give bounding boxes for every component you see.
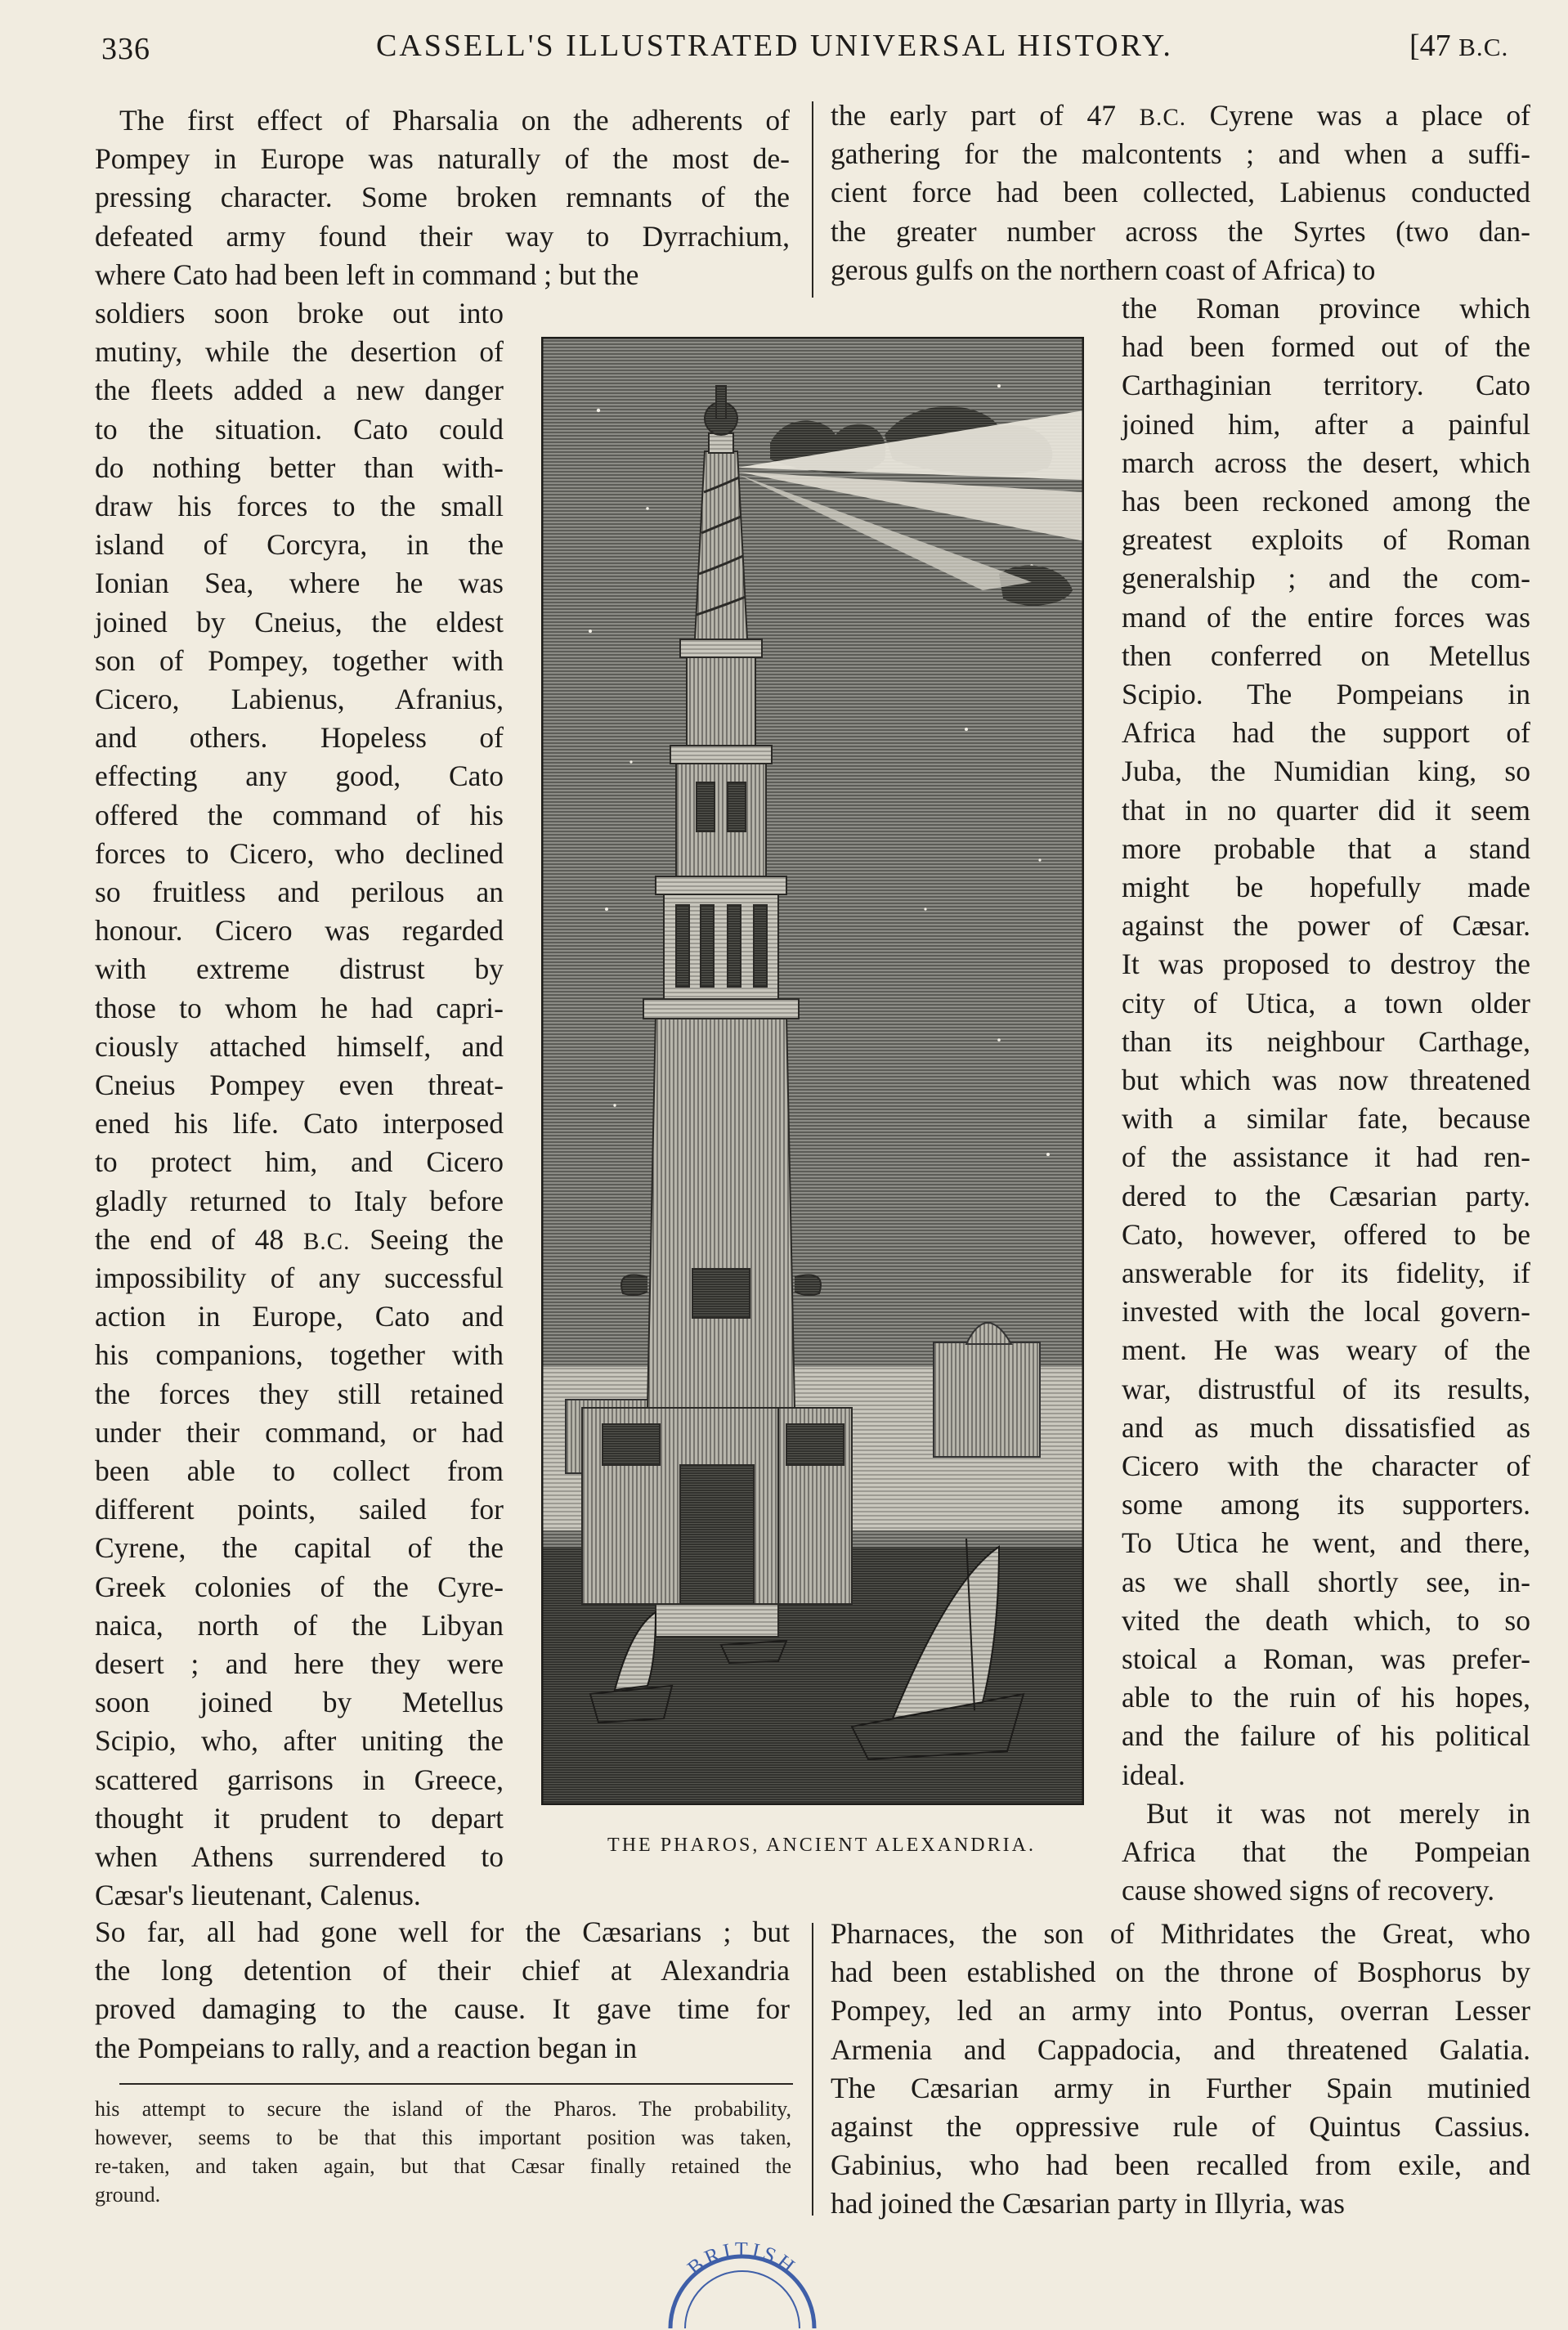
text-line: gathering for the malcontents ; and when a suffi- <box>831 137 1530 171</box>
text-line: against the oppressive rule of Quintus Cassius. <box>831 2110 1530 2143</box>
text-line: under their command, or had <box>95 1415 504 1449</box>
footnote-line: his attempt to secure the island of the Pharos. The probability, <box>95 2097 791 2121</box>
text-line: ment. He was weary of the <box>1122 1333 1530 1367</box>
footnote-line: re-taken, and taken again, but that Cæsar finally retained the <box>95 2154 791 2178</box>
text-line: invested with the local govern- <box>1122 1295 1530 1329</box>
text-line: Pompey in Europe was naturally of the most de- <box>95 142 790 176</box>
text-line: march across the desert, which <box>1122 446 1530 479</box>
page-number: 336 <box>101 32 150 66</box>
text-line: as we shall shortly see, in- <box>1122 1565 1530 1598</box>
text-line: city of Utica, a town older <box>1122 986 1530 1019</box>
text-line: of the assistance it had ren- <box>1122 1140 1530 1174</box>
text-line: with extreme distrust by <box>95 952 504 986</box>
text-line: mutiny, while the desertion of <box>95 335 504 369</box>
text-line: had joined the Cæsarian party in Illyria, was <box>831 2187 1345 2220</box>
text-line: The first effect of Pharsalia on the adherents of <box>119 104 790 137</box>
text-line: thought it prudent to depart <box>95 1801 504 1835</box>
text-line: Cyrene, the capital of the <box>95 1531 504 1565</box>
text-line: where Cato had been left in command ; but the <box>95 258 639 291</box>
text-line: greatest exploits of Roman <box>1122 523 1530 557</box>
text-line: his companions, together with <box>95 1338 504 1372</box>
text-line: action in Europe, Cato and <box>95 1300 504 1333</box>
text-line: Cato, however, offered to be <box>1122 1217 1530 1251</box>
text-line: and the failure of his political <box>1122 1719 1530 1753</box>
library-stamp <box>661 2232 824 2330</box>
text-line: ideal. <box>1122 1758 1185 1791</box>
text-line: to protect him, and Cicero <box>95 1145 504 1179</box>
text-line: mand of the entire forces was <box>1122 600 1530 634</box>
text-line: to the situation. Cato could <box>95 412 504 446</box>
text-line: than its neighbour Carthage, <box>1122 1024 1530 1058</box>
text-line: So far, all had gone well for the Cæsarians ; but <box>95 1916 790 1948</box>
text-line: answerable for its fidelity, if <box>1122 1257 1530 1289</box>
text-line: the early part of 47 B.C. Cyrene was a place of <box>831 99 1530 132</box>
text-line: different points, sailed for <box>95 1493 504 1526</box>
text-line: naica, north of the Libyan <box>95 1608 504 1642</box>
stamp-text: BRITISH <box>683 2237 802 2280</box>
text-line: the forces they still retained <box>95 1377 504 1410</box>
text-line: Gabinius, who had been recalled from exile, and <box>831 2149 1530 2182</box>
text-line: Cicero with the character of <box>1122 1450 1530 1482</box>
column-rule-bottom <box>812 1923 813 2216</box>
text-line: soon joined by Metellus <box>95 1686 504 1719</box>
text-line: more probable that a stand <box>1122 831 1530 865</box>
text-line: It was proposed to destroy the <box>1122 948 1530 981</box>
text-line: been able to collect from <box>95 1454 504 1487</box>
text-line: joined by Cneius, the eldest <box>95 605 504 639</box>
text-line: dered to the Cæsarian party. <box>1122 1179 1530 1212</box>
text-line: Pharnaces, the son of Mithridates the Great, who <box>831 1917 1530 1950</box>
text-line: able to the ruin of his hopes, <box>1122 1681 1530 1714</box>
text-line: forces to Cicero, who declined <box>95 836 504 870</box>
text-line: so fruitless and perilous an <box>95 876 504 908</box>
footnote-line: however, seems to be that this important position was taken, <box>95 2126 791 2149</box>
text-line: Carthaginian territory. Cato <box>1122 369 1530 402</box>
text-line: gladly returned to Italy before <box>95 1184 504 1217</box>
text-line: the end of 48 B.C. Seeing the <box>95 1222 504 1256</box>
text-line: might be hopefully made <box>1122 871 1530 903</box>
text-line: vited the death which, to so <box>1122 1603 1530 1637</box>
text-line: then conferred on Metellus <box>1122 639 1530 672</box>
text-line: But it was not merely in <box>1146 1796 1530 1830</box>
text-line: Africa that the Pompeian <box>1122 1835 1530 1868</box>
text-line: The Cæsarian army in Further Spain mutinied <box>831 2071 1530 2104</box>
running-date: [47 B.C. <box>1409 29 1509 63</box>
text-line: and as much dissatisfied as <box>1122 1410 1530 1444</box>
text-line: war, distrustful of its results, <box>1122 1372 1530 1405</box>
text-line: some among its supporters. <box>1122 1488 1530 1521</box>
text-line: Cicero, Labienus, Afranius, <box>95 683 504 715</box>
text-line: had been formed out of the <box>1122 330 1530 364</box>
text-line: Armenia and Cappadocia, and threatened Galatia. <box>831 2032 1530 2066</box>
text-line: Juba, the Numidian king, so <box>1122 755 1530 788</box>
text-line: with a similar fate, because <box>1122 1102 1530 1136</box>
text-line: when Athens surrendered to <box>95 1840 504 1873</box>
text-line: the Pompeians to rally, and a reaction began in <box>95 2031 638 2064</box>
text-line: the Roman province which <box>1122 292 1530 325</box>
pharos-engraving <box>541 337 1084 1805</box>
text-line: honour. Cicero was regarded <box>95 914 504 948</box>
text-line: but which was now threatened <box>1122 1064 1530 1096</box>
text-line: desert ; and here they were <box>95 1647 504 1680</box>
text-line: proved damaging to the cause. It gave time for <box>95 1992 790 2026</box>
footnote-line: ground. <box>95 2183 161 2207</box>
running-title: CASSELL'S ILLUSTRATED UNIVERSAL HISTORY. <box>376 29 1173 63</box>
footnote-rule <box>119 2083 793 2085</box>
text-line: ened his life. Cato interposed <box>95 1107 504 1140</box>
text-line: effecting any good, Cato <box>95 759 504 793</box>
text-line: the long detention of their chief at Alexandria <box>95 1954 790 1987</box>
text-line: Ionian Sea, where he was <box>95 567 504 600</box>
text-line: do nothing better than with- <box>95 450 504 484</box>
text-line: cient force had been collected, Labienus conducted <box>831 176 1530 209</box>
illustration-caption: THE PHAROS, ANCIENT ALEXANDRIA. <box>607 1835 1036 1856</box>
text-line: Greek colonies of the Cyre- <box>95 1570 504 1603</box>
text-line: those to whom he had capri- <box>95 991 504 1024</box>
text-line: the fleets added a new danger <box>95 374 504 407</box>
text-line: generalship ; and the com- <box>1122 562 1530 595</box>
text-line: and others. Hopeless of <box>95 721 504 755</box>
svg-text:BRITISH <box>683 2238 801 2280</box>
text-line: the greater number across the Syrtes (two dan- <box>831 214 1530 248</box>
text-line: impossibility of any successful <box>95 1261 504 1294</box>
text-line: pressing character. Some broken remnants of the <box>95 181 790 214</box>
text-line: defeated army found their way to Dyrrachium, <box>95 219 790 253</box>
text-line: against the power of Cæsar. <box>1122 909 1530 943</box>
text-line: that in no quarter did it seem <box>1122 793 1530 827</box>
text-line: offered the command of his <box>95 798 504 831</box>
text-line: Scipio, who, after uniting the <box>95 1724 504 1758</box>
column-rule-top <box>812 101 813 298</box>
text-line: To Utica he went, and there, <box>1122 1526 1530 1560</box>
text-line: Pompey, led an army into Pontus, overran Lesser <box>831 1994 1530 2028</box>
text-line: draw his forces to the small <box>95 490 504 522</box>
text-line: island of Corcyra, in the <box>95 528 504 562</box>
text-line: Scipio. The Pompeians in <box>1122 678 1530 710</box>
text-line: cause showed signs of recovery. <box>1122 1874 1495 1907</box>
text-line: scattered garrisons in Greece, <box>95 1763 504 1796</box>
text-line: Cæsar's lieutenant, Calenus. <box>95 1879 421 1912</box>
text-line: gerous gulfs on the northern coast of Africa) to <box>831 253 1376 286</box>
text-line: Africa had the support of <box>1122 716 1530 750</box>
text-line: joined him, after a painful <box>1122 407 1530 441</box>
text-line: has been reckoned among the <box>1122 485 1530 518</box>
text-line: stoical a Roman, was prefer- <box>1122 1642 1530 1675</box>
text-line: Cneius Pompey even threat- <box>95 1069 504 1101</box>
text-line: son of Pompey, together with <box>95 643 504 677</box>
text-line: soldiers soon broke out into <box>95 297 504 329</box>
text-line: ciously attached himself, and <box>95 1029 504 1063</box>
text-line: had been established on the throne of Bosphorus by <box>831 1956 1530 1989</box>
